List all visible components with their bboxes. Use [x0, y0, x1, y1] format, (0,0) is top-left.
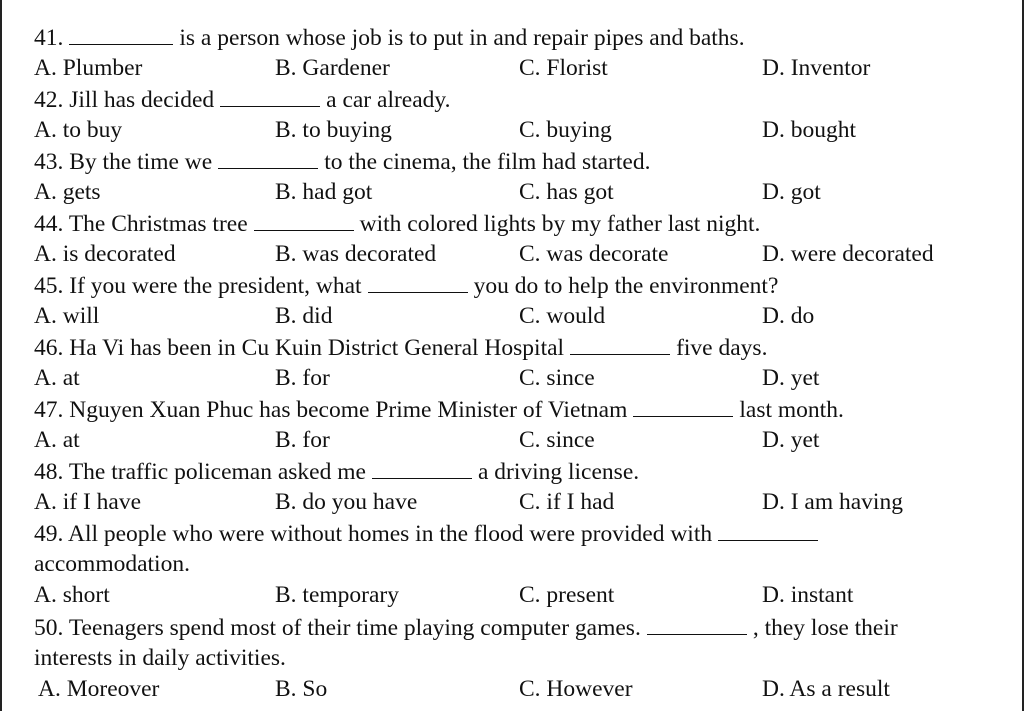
option-b: B. to buying — [275, 117, 392, 143]
option-a: A. will — [34, 303, 100, 329]
option-c: C. if I had — [519, 489, 615, 515]
question-number: 50. — [34, 615, 64, 641]
option-b: B. for — [275, 427, 330, 453]
question-text-before: All people who were without homes in the flood were provided with — [67, 521, 713, 547]
question-text-after: is a person whose job is to put in and repair pipes and baths. — [179, 25, 745, 51]
question-text-line2: interests in daily activities. — [34, 645, 286, 671]
option-a: A. at — [34, 365, 80, 391]
option-b: B. Gardener — [275, 55, 390, 81]
option-b: B. did — [275, 303, 333, 329]
question-46-stem — [34, 332, 1012, 363]
question-45-stem — [34, 270, 1012, 301]
question-number: 44. — [34, 211, 64, 237]
question-50-stem-continued — [34, 643, 1012, 674]
option-a: A. if I have — [34, 489, 142, 515]
question-text-after: five days. — [676, 335, 768, 361]
question-42-stem — [34, 84, 1012, 115]
option-c: C. would — [519, 303, 606, 329]
question-49-stem-continued — [34, 549, 1012, 580]
option-d: D. bought — [762, 117, 856, 143]
question-44-stem — [34, 208, 1012, 239]
option-c: C. buying — [519, 117, 612, 143]
question-number: 47. — [34, 397, 64, 423]
option-d: D. I am having — [762, 489, 903, 515]
option-c: C. was decorate — [519, 241, 669, 267]
question-50-options — [34, 674, 1012, 705]
answer-blank — [368, 270, 468, 293]
option-d: D. instant — [762, 582, 854, 608]
question-text-before: Jill has decided — [69, 87, 215, 113]
option-d: D. do — [762, 303, 815, 329]
question-text-after: a car already. — [326, 87, 451, 113]
option-b: B. So — [275, 676, 328, 702]
option-a: A. to buy — [34, 117, 123, 143]
question-text-before: The traffic policeman asked me — [68, 459, 366, 485]
question-48-options — [34, 487, 1012, 518]
question-49-stem — [34, 518, 1012, 549]
answer-blank — [220, 84, 320, 107]
question-45-options — [34, 301, 1012, 332]
question-text-after: a driving license. — [477, 459, 640, 485]
question-text-line2: accommodation. — [34, 551, 190, 577]
question-text-before: By the time we — [69, 149, 213, 175]
option-a: A. gets — [34, 179, 101, 205]
option-d: D. yet — [762, 427, 820, 453]
option-c: C. Florist — [519, 55, 608, 81]
question-47-stem — [34, 394, 1012, 425]
option-c: C. has got — [519, 179, 614, 205]
question-text-after: with colored lights by my father last night. — [359, 211, 761, 237]
question-text-before: Ha Vi has been in Cu Kuin District General Hospital — [69, 335, 565, 361]
answer-blank — [570, 332, 670, 355]
question-number: 49. — [34, 521, 64, 547]
option-a: A. short — [34, 582, 110, 608]
question-number: 43. — [34, 149, 64, 175]
option-a: A. at — [34, 427, 80, 453]
answer-blank — [254, 208, 354, 231]
option-d: D. got — [762, 179, 821, 205]
question-text-after: last month. — [739, 397, 844, 423]
answer-blank — [372, 456, 472, 479]
question-text-before: If you were the president, what — [69, 273, 362, 299]
option-a: A. Plumber — [34, 55, 143, 81]
question-49-options — [34, 580, 1012, 611]
option-c: C. since — [519, 365, 595, 391]
option-d: D. Inventor — [762, 55, 871, 81]
question-43-options — [34, 177, 1012, 208]
question-text-before: Teenagers spend most of their time playing computer games. — [68, 615, 641, 641]
option-d: D. were decorated — [762, 241, 934, 267]
option-a: A. Moreover — [38, 676, 160, 702]
question-number: 48. — [34, 459, 64, 485]
answer-blank — [633, 394, 733, 417]
question-42-options — [34, 115, 1012, 146]
question-text-before: The Christmas tree — [68, 211, 248, 237]
option-c: C. However — [519, 676, 633, 702]
question-41-options — [34, 53, 1012, 84]
option-b: B. temporary — [275, 582, 399, 608]
option-d: D. As a result — [762, 676, 890, 702]
question-47-options — [34, 425, 1012, 456]
question-text-before: Nguyen Xuan Phuc has become Prime Minister of Vietnam — [69, 397, 628, 423]
option-b: B. was decorated — [275, 241, 437, 267]
answer-blank — [718, 518, 818, 541]
option-c: C. since — [519, 427, 595, 453]
question-number: 45. — [34, 273, 64, 299]
question-text-after: you do to help the environment? — [473, 273, 779, 299]
option-b: B. for — [275, 365, 330, 391]
question-text-after: to the cinema, the film had started. — [324, 149, 651, 175]
question-50-stem — [34, 612, 1012, 643]
option-b: B. do you have — [275, 489, 418, 515]
question-number: 46. — [34, 335, 64, 361]
answer-blank — [69, 22, 173, 45]
question-41-stem — [34, 22, 1012, 53]
question-48-stem — [34, 456, 1012, 487]
option-b: B. had got — [275, 179, 373, 205]
question-number: 42. — [34, 87, 64, 113]
answer-blank — [218, 146, 318, 169]
option-c: C. present — [519, 582, 615, 608]
option-a: A. is decorated — [34, 241, 176, 267]
answer-blank — [647, 612, 747, 635]
question-number: 41. — [34, 25, 64, 51]
question-43-stem — [34, 146, 1012, 177]
option-d: D. yet — [762, 365, 820, 391]
question-44-options — [34, 239, 1012, 270]
question-text-after: , they lose their — [752, 615, 898, 641]
question-46-options — [34, 363, 1012, 394]
